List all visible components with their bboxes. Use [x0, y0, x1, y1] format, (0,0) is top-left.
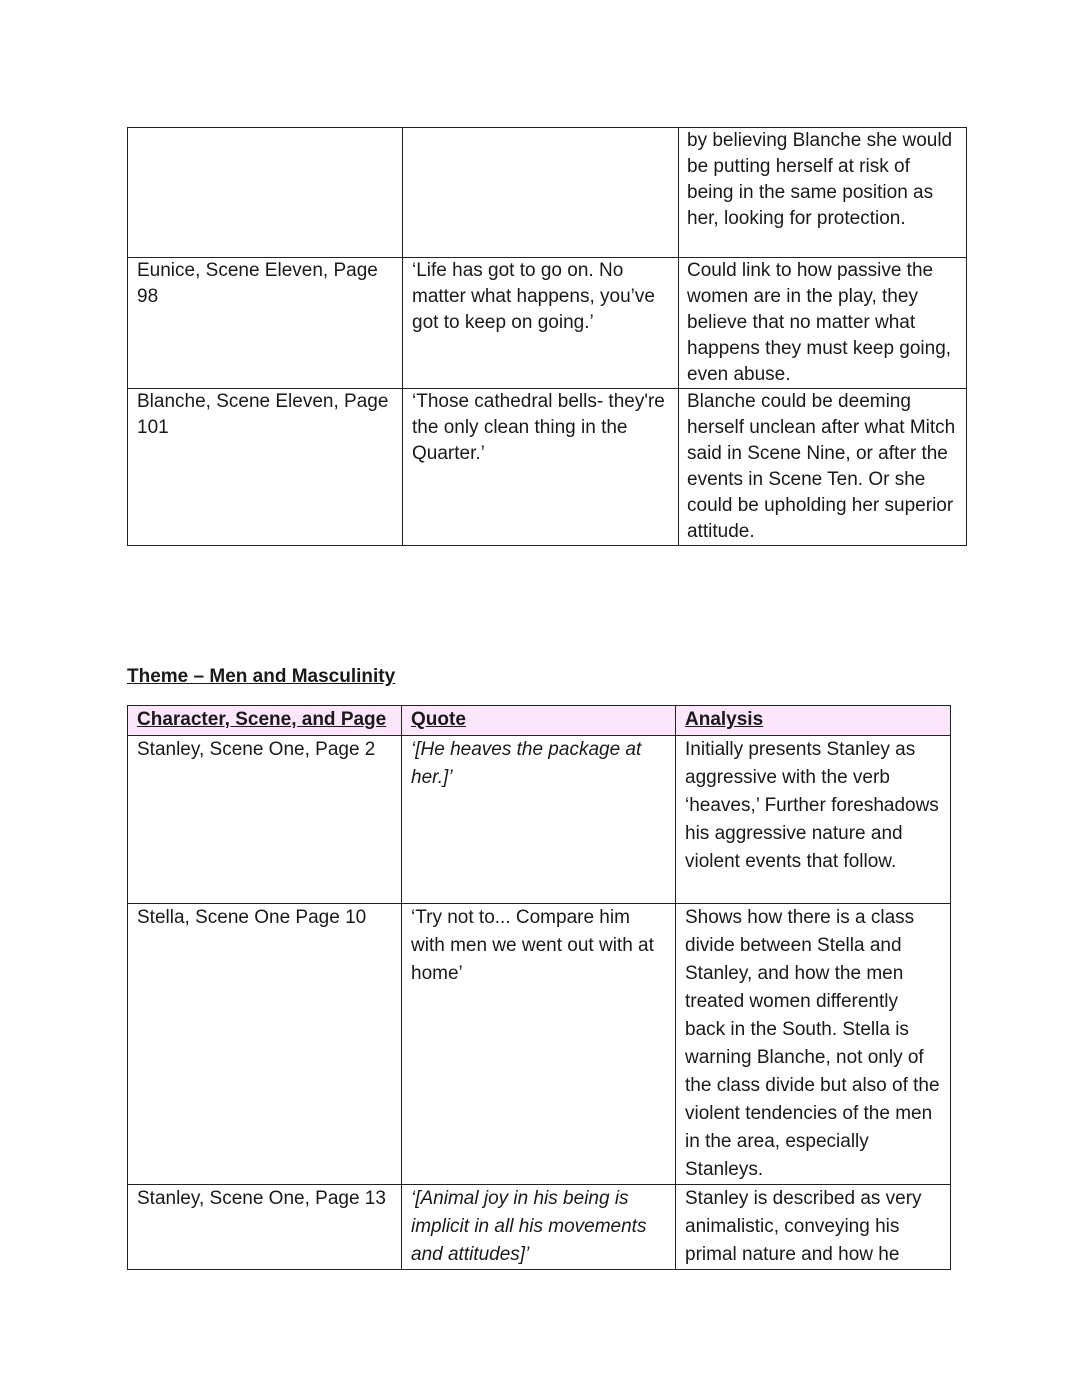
- quote-cell: [403, 128, 679, 258]
- quote-cell: ‘Those cathedral bells- they're the only clean thing in the Quarter.’: [403, 389, 679, 546]
- analysis-cell: Blanche could be deeming herself unclean after what Mitch said in Scene Nine, or after the events in Scene Ten. Or she could be upholding her superior attitude.: [679, 389, 967, 546]
- table-row: [128, 258, 967, 389]
- analysis-cell: Could link to how passive the women are in the play, they believe that no matter what happens they must keep going, even abuse.: [679, 258, 967, 389]
- character-cell: Blanche, Scene Eleven, Page 101: [128, 389, 403, 546]
- continued-quotes-table: [127, 127, 967, 546]
- character-cell: Stanley, Scene One, Page 2: [128, 736, 402, 904]
- column-header-quote: Quote: [402, 706, 676, 736]
- quote-cell: ‘[Animal joy in his being is implicit in all his movements and attitudes]’: [402, 1185, 676, 1270]
- analysis-cell: by believing Blanche she would be putting herself at risk of being in the same position as her, looking for protection.: [679, 128, 967, 258]
- analysis-cell: Stanley is described as very animalistic, conveying his primal nature and how he: [676, 1185, 951, 1270]
- character-cell: Stella, Scene One Page 10: [128, 904, 402, 1185]
- men-masculinity-table: [127, 705, 951, 1270]
- quote-cell: ‘Life has got to go on. No matter what happens, you’ve got to keep on going.’: [403, 258, 679, 389]
- table-header-row: [128, 706, 951, 736]
- theme-heading: Theme – Men and Masculinity: [127, 666, 396, 687]
- table-row: [128, 904, 951, 1185]
- table-row: [128, 736, 951, 904]
- column-header-analysis: Analysis: [676, 706, 951, 736]
- quote-cell: ‘Try not to... Compare him with men we went out with at home’: [402, 904, 676, 1185]
- table-row: [128, 128, 967, 258]
- analysis-cell: Initially presents Stanley as aggressive with the verb ‘heaves,’ Further foreshadows his aggressive nature and violent events that follow.: [676, 736, 951, 904]
- table-row: [128, 1185, 951, 1270]
- analysis-cell: Shows how there is a class divide between Stella and Stanley, and how the men treated women differently back in the South. Stella is warning Blanche, not only of the class divide but also of the violent tendencies of the men in the area, especially Stanleys.: [676, 904, 951, 1185]
- character-cell: [128, 128, 403, 258]
- column-header-character: Character, Scene, and Page: [128, 706, 402, 736]
- character-cell: Eunice, Scene Eleven, Page 98: [128, 258, 403, 389]
- table-row: [128, 389, 967, 546]
- quote-cell: ‘[He heaves the package at her.]’: [402, 736, 676, 904]
- character-cell: Stanley, Scene One, Page 13: [128, 1185, 402, 1270]
